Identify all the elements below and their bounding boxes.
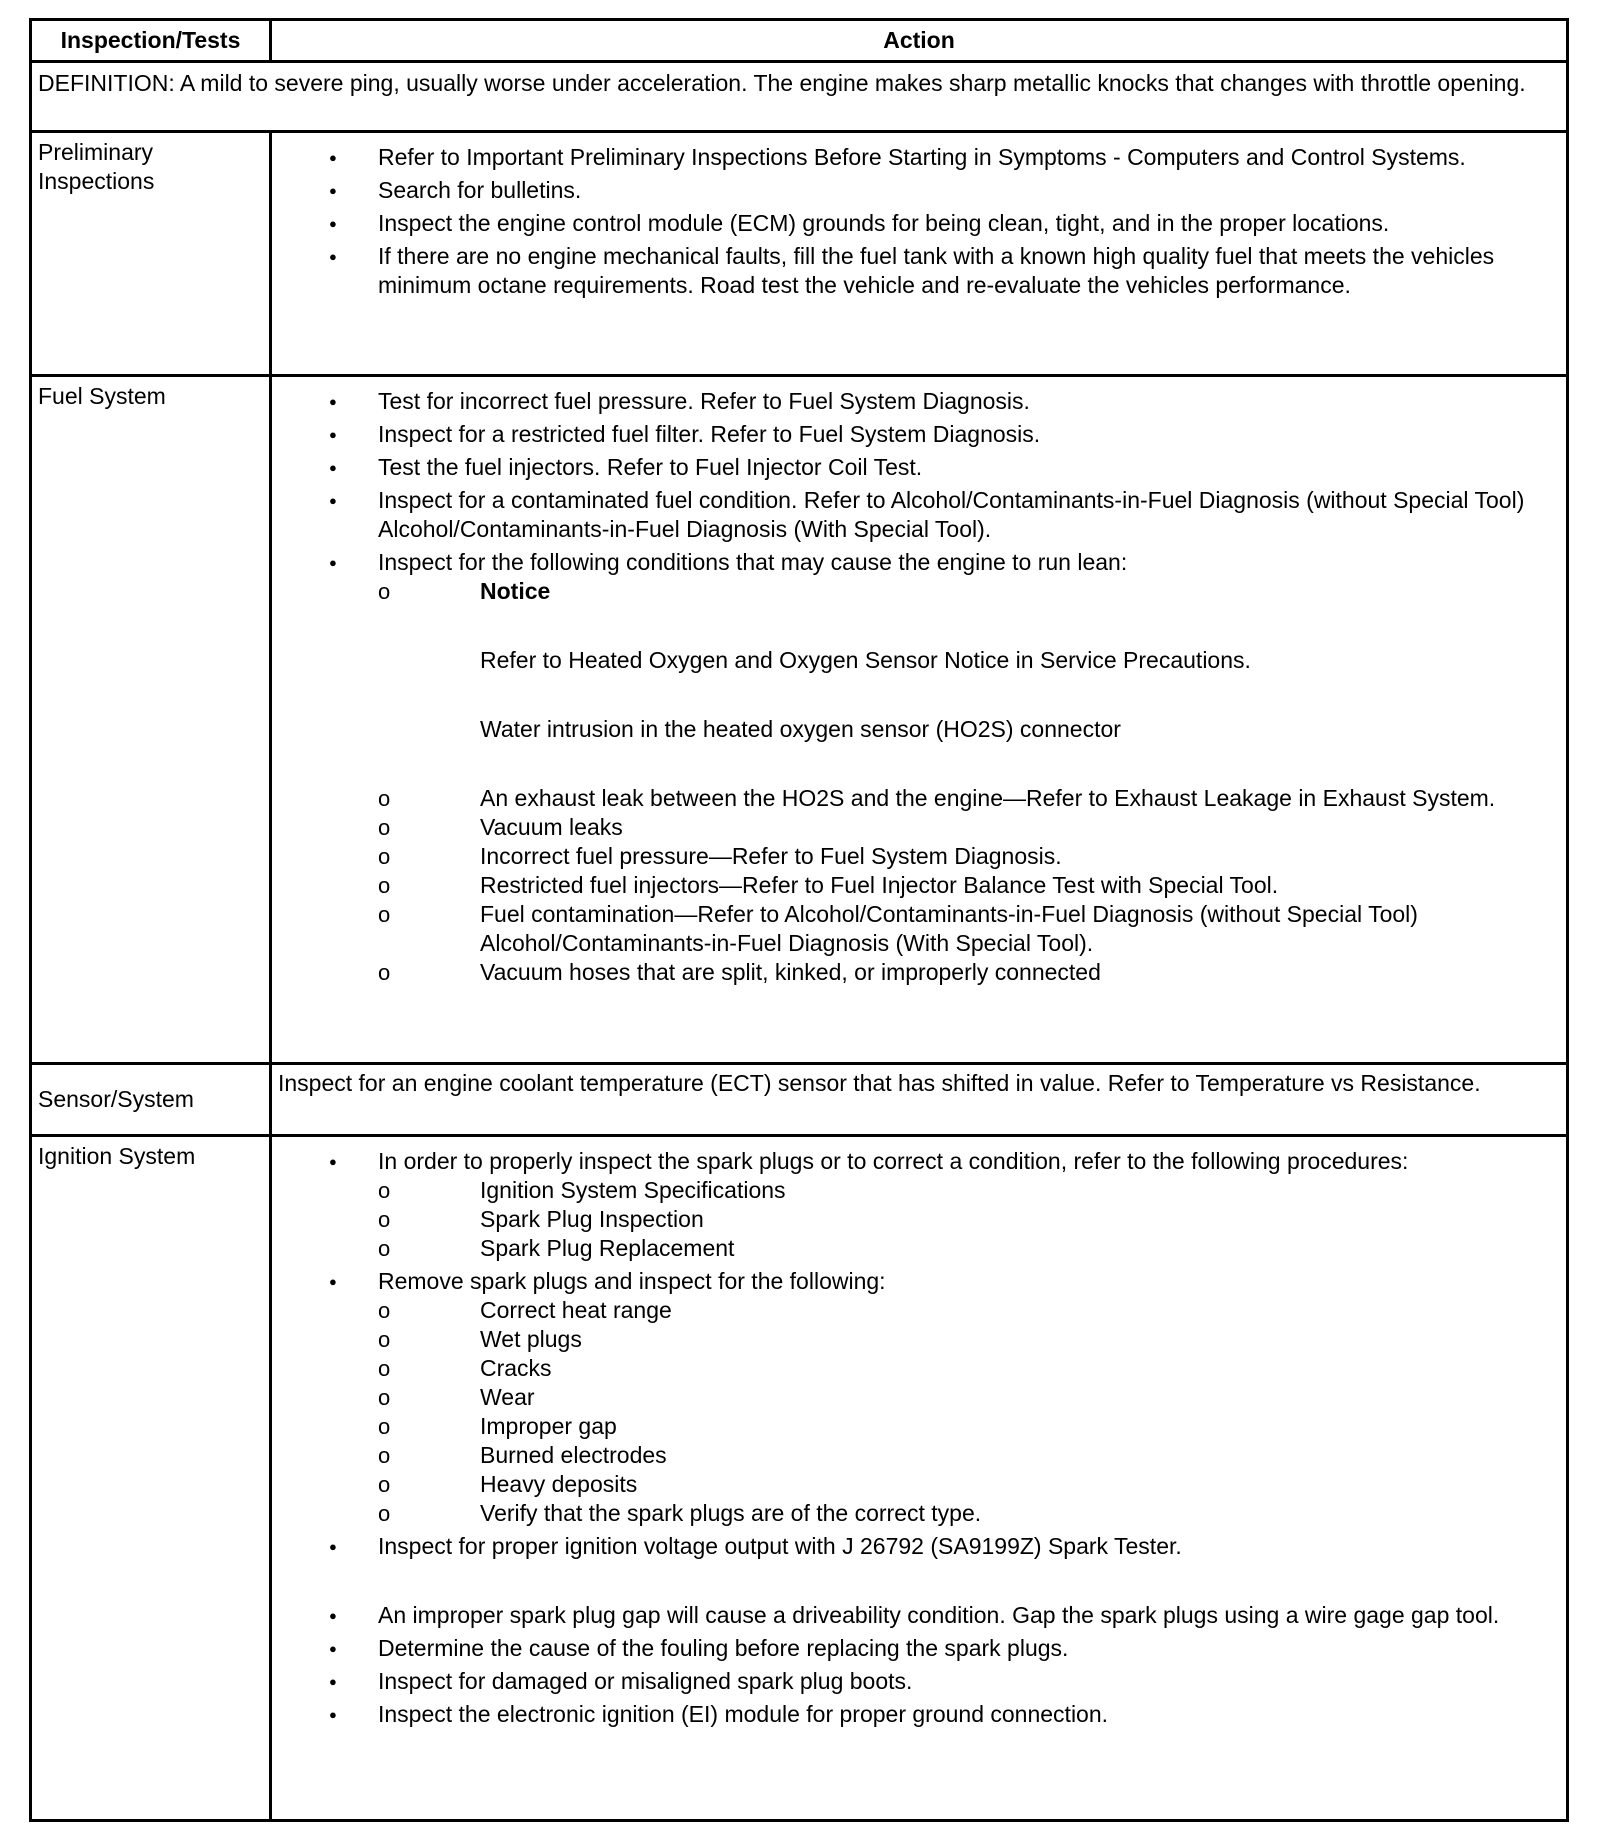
list-item: o Spark Plug Inspection — [378, 1205, 1556, 1234]
lean-conditions-list — [378, 577, 1556, 987]
list-item: o Verify that the spark plugs are of the correct type. — [378, 1499, 1556, 1528]
sensor-system-row — [31, 1064, 1568, 1136]
sensor-system-label: Sensor/System — [31, 1064, 271, 1136]
list-item: ● Test the fuel injectors. Refer to Fuel Injector Coil Test. — [272, 453, 1566, 482]
list-item: o Vacuum hoses that are split, kinked, or improperly connected — [378, 958, 1556, 987]
list-item: o Heavy deposits — [378, 1470, 1556, 1499]
definition-row — [31, 62, 1568, 132]
preliminary-list — [272, 143, 1566, 300]
list-item: ● Inspect for a contaminated fuel condition. Refer to Alcohol/Contaminants-in-Fuel Diagnosis (without Special Tool) Alcohol/Contaminants-in-Fuel Diagnosis (With Special Tool). — [272, 486, 1566, 544]
spark-plug-inspect-intro: Remove spark plugs and inspect for the following: — [378, 1268, 886, 1294]
list-item: ● Inspect for proper ignition voltage output with J 26792 (SA9199Z) Spark Tester. — [272, 1532, 1566, 1561]
list-item: ● If there are no engine mechanical faults, fill the fuel tank with a known high quality fuel that meets the vehicles minimum octane requirements. Road test the vehicle and re-evaluate the vehicles performance. — [272, 242, 1566, 300]
preliminary-row — [31, 132, 1568, 376]
header-inspection-tests: Inspection/Tests — [31, 20, 271, 62]
list-item: ● Inspect for a restricted fuel filter. Refer to Fuel System Diagnosis. — [272, 420, 1566, 449]
list-item: ● Refer to Important Preliminary Inspections Before Starting in Symptoms - Computers and Control Systems. — [272, 143, 1566, 172]
list-item: ● Search for bulletins. — [272, 176, 1566, 205]
list-item: ● Test for incorrect fuel pressure. Refer to Fuel System Diagnosis. — [272, 387, 1566, 416]
list-item: o Burned electrodes — [378, 1441, 1556, 1470]
header-action: Action — [271, 20, 1568, 62]
ignition-system-list — [272, 1147, 1566, 1729]
list-item: ● An improper spark plug gap will cause a driveability condition. Gap the spark plugs using a wire gage gap tool. — [272, 1601, 1566, 1630]
list-item — [272, 1147, 1566, 1263]
list-item: o Restricted fuel injectors—Refer to Fuel Injector Balance Test with Special Tool. — [378, 871, 1556, 900]
sensor-system-text: Inspect for an engine coolant temperature (ECT) sensor that has shifted in value. Refer to Temperature vs Resistance. — [271, 1064, 1568, 1136]
list-item: ● Inspect for damaged or misaligned spark plug boots. — [272, 1667, 1566, 1696]
spark-plug-conditions-list — [378, 1296, 1556, 1528]
ignition-system-row — [31, 1136, 1568, 1821]
list-item: o Spark Plug Replacement — [378, 1234, 1556, 1263]
procedures-intro: In order to properly inspect the spark plugs or to correct a condition, refer to the following procedures: — [378, 1148, 1409, 1174]
list-item: ● Determine the cause of the fouling before replacing the spark plugs. — [272, 1634, 1566, 1663]
list-item: o Wear — [378, 1383, 1556, 1412]
list-item: o Improper gap — [378, 1412, 1556, 1441]
list-item — [272, 1267, 1566, 1528]
notice-title: o Notice — [480, 578, 551, 604]
fuel-system-label: Fuel System — [31, 376, 271, 1064]
preliminary-actions — [271, 132, 1568, 376]
list-item: o Incorrect fuel pressure—Refer to Fuel System Diagnosis. — [378, 842, 1556, 871]
fuel-system-actions — [271, 376, 1568, 1064]
notice-text: Refer to Heated Oxygen and Oxygen Sensor Notice in Service Precautions. — [480, 647, 1251, 673]
list-item: o Vacuum leaks — [378, 813, 1556, 842]
header-row — [31, 20, 1568, 62]
list-item: o Correct heat range — [378, 1296, 1556, 1325]
list-item: ● Inspect the engine control module (ECM) grounds for being clean, tight, and in the proper locations. — [272, 209, 1566, 238]
list-item: ● Inspect the electronic ignition (EI) module for proper ground connection. — [272, 1700, 1566, 1729]
lean-conditions-intro: Inspect for the following conditions that may cause the engine to run lean: — [378, 549, 1128, 575]
ignition-system-label: Ignition System — [31, 1136, 271, 1821]
list-item: o An exhaust leak between the HO2S and the engine—Refer to Exhaust Leakage in Exhaust System. — [378, 784, 1556, 813]
list-item — [272, 548, 1566, 987]
fuel-system-row — [31, 376, 1568, 1064]
list-item: o Wet plugs — [378, 1325, 1556, 1354]
list-item: o Ignition System Specifications — [378, 1176, 1556, 1205]
ignition-system-actions — [271, 1136, 1568, 1821]
procedures-list — [378, 1176, 1556, 1263]
notice-item — [378, 577, 1556, 744]
preliminary-label: Preliminary Inspections — [31, 132, 271, 376]
list-item: o Fuel contamination—Refer to Alcohol/Contaminants-in-Fuel Diagnosis (without Special Tool) Alcohol/Contaminants-in-Fuel Diagnosis (With Special Tool). — [378, 900, 1556, 958]
list-item: o Cracks — [378, 1354, 1556, 1383]
diagnostic-table — [29, 18, 1569, 1822]
notice-text-water: Water intrusion in the heated oxygen sensor (HO2S) connector — [480, 716, 1121, 742]
definition-text: DEFINITION: A mild to severe ping, usually worse under acceleration. The engine makes sharp metallic knocks that changes with throttle opening. — [31, 62, 1568, 132]
fuel-system-list — [272, 387, 1566, 987]
